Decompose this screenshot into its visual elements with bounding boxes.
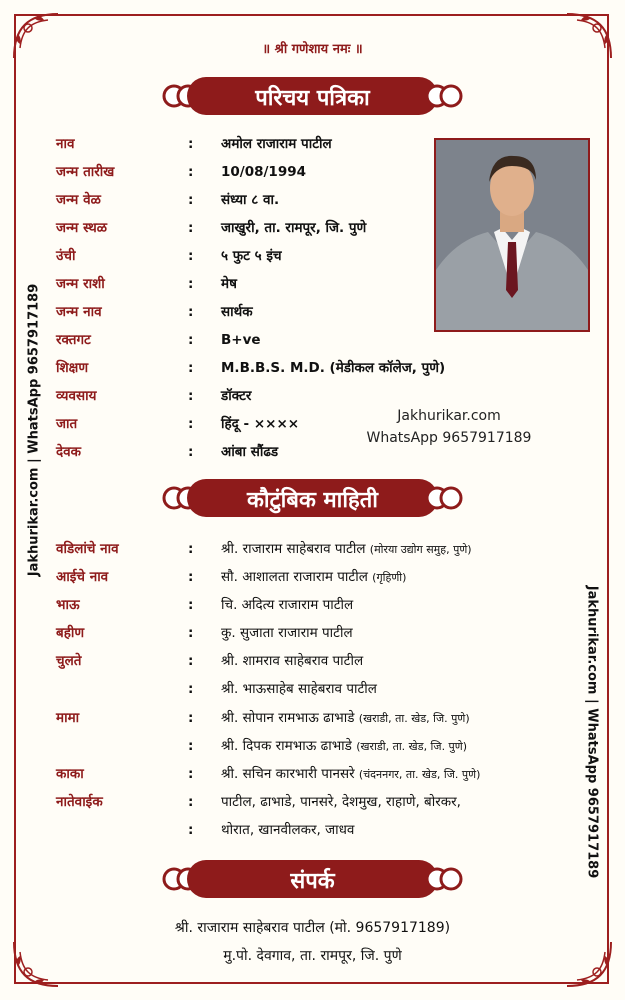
family-label: आईचे नाव [56, 569, 109, 585]
detail-label: जन्म तारीख [56, 164, 115, 180]
section-title: संपर्क [290, 869, 335, 894]
family-label: काका [56, 766, 84, 782]
family-label: चुलते [56, 653, 82, 669]
detail-label: जन्म वेळ [56, 192, 101, 208]
side-watermark-right: Jakhurikar.com | WhatsApp 9657917189 [584, 585, 600, 879]
detail-colon: : [188, 248, 194, 264]
detail-value: B+ve [221, 332, 261, 348]
family-colon: : [188, 569, 194, 585]
family-value: श्री. शामराव साहेबराव पाटील [221, 653, 364, 669]
family-colon: : [188, 653, 194, 669]
family-colon: : [188, 738, 194, 754]
detail-colon: : [188, 220, 194, 236]
family-label: नातेवाईक [56, 794, 103, 810]
family-row [56, 761, 586, 787]
family-colon: : [188, 541, 194, 557]
detail-value: जाखुरी, ता. रामपूर, जि. पुणे [221, 220, 367, 236]
family-label: मामा [56, 710, 80, 726]
detail-colon: : [188, 136, 194, 152]
detail-value: 10/08/1994 [221, 164, 307, 180]
detail-value: हिंदू - ×××× [221, 416, 300, 432]
section-title: परिचय पत्रिका [255, 86, 370, 111]
detail-row [56, 299, 436, 325]
detail-value: मेष [221, 276, 237, 292]
detail-row [56, 271, 436, 297]
detail-value: आंबा सौंढड [221, 444, 279, 460]
detail-value: संध्या ८ वा. [221, 192, 280, 208]
detail-value: ५ फुट ५ इंच [221, 248, 282, 264]
family-row [56, 817, 586, 843]
watermark-whatsapp: WhatsApp 9657917189 [366, 430, 532, 446]
family-value: पाटील, ढाभाडे, पानसरे, देशमुख, राहाणे, बोरकर, [221, 794, 461, 810]
detail-label: व्यवसाय [56, 388, 97, 404]
family-label: बहीण [56, 625, 85, 641]
detail-label: शिक्षण [56, 360, 89, 376]
detail-row [56, 383, 436, 409]
watermark-site: Jakhurikar.com [397, 408, 501, 424]
family-value: श्री. भाऊसाहेब साहेबराव पाटील [221, 681, 377, 697]
family-colon: : [188, 710, 194, 726]
family-label: भाऊ [56, 597, 80, 613]
detail-row [56, 215, 436, 241]
family-row [56, 620, 586, 646]
detail-label: रक्तगट [56, 332, 91, 348]
detail-label: देवक [56, 444, 82, 460]
family-banner [157, 479, 468, 517]
contact-banner [157, 860, 468, 898]
detail-value: अमोल राजाराम पाटील [221, 136, 332, 152]
family-colon: : [188, 681, 194, 697]
detail-colon: : [188, 388, 194, 404]
side-watermark-left: Jakhurikar.com | WhatsApp 9657917189 [26, 283, 42, 577]
detail-value: डॉक्टर [221, 388, 252, 404]
family-row [56, 789, 586, 815]
detail-label: नाव [56, 136, 75, 152]
family-row [56, 564, 586, 590]
detail-row [56, 159, 436, 185]
family-row [56, 705, 586, 731]
family-row [56, 648, 586, 674]
profile-photo [434, 138, 590, 332]
detail-label: जात [56, 416, 78, 432]
family-colon: : [188, 597, 194, 613]
family-value: श्री. राजाराम साहेबराव पाटील (मोरया उद्योग समुह, पुणे) [221, 541, 472, 557]
detail-colon: : [188, 276, 194, 292]
detail-value: सार्थक [221, 304, 253, 320]
family-value: थोरात, खानवीलकर, जाधव [221, 822, 355, 838]
detail-label: जन्म राशी [56, 276, 105, 292]
detail-row [56, 187, 436, 213]
family-colon: : [188, 766, 194, 782]
detail-colon: : [188, 332, 194, 348]
family-label: वडिलांचे नाव [56, 541, 119, 557]
contact-address: मु.पो. देवगाव, ता. रामपूर, जि. पुणे [223, 948, 402, 964]
family-value: सौ. आशालता राजाराम पाटील (गृहिणी) [221, 569, 407, 585]
family-row [56, 676, 586, 702]
invocation-text: ॥ श्री गणेशाय नमः ॥ [262, 42, 363, 57]
family-colon: : [188, 794, 194, 810]
family-row [56, 592, 586, 618]
corner-ornament-icon [557, 8, 617, 68]
family-value: श्री. सचिन कारभारी पानसरे (चंदननगर, ता. खेड, जि. पुणे) [221, 766, 481, 782]
family-row [56, 733, 586, 759]
family-row [56, 536, 586, 562]
detail-row [56, 243, 436, 269]
intro-banner [157, 77, 468, 115]
detail-label: उंची [56, 248, 76, 264]
detail-colon: : [188, 444, 194, 460]
detail-colon: : [188, 164, 194, 180]
detail-row [56, 355, 446, 381]
detail-colon: : [188, 416, 194, 432]
family-colon: : [188, 625, 194, 641]
contact-name-phone: श्री. राजाराम साहेबराव पाटील (मो. 9657917189) [174, 920, 451, 936]
detail-row [56, 131, 436, 157]
detail-label: जन्म स्थळ [56, 220, 107, 236]
detail-colon: : [188, 192, 194, 208]
detail-colon: : [188, 360, 194, 376]
detail-value: M.B.B.S. M.D. (मेडीकल कॉलेज, पुणे) [221, 360, 446, 376]
detail-colon: : [188, 304, 194, 320]
section-title: कौटुंबिक माहिती [247, 488, 378, 513]
family-value: श्री. दिपक रामभाऊ ढाभाडे (खराडी, ता. खेड, जि. पुणे) [221, 738, 468, 754]
family-colon: : [188, 822, 194, 838]
family-value: चि. अदित्य राजाराम पाटील [221, 597, 354, 613]
detail-label: जन्म नाव [56, 304, 102, 320]
corner-ornament-icon [8, 8, 68, 68]
family-value: श्री. सोपान रामभाऊ ढाभाडे (खराडी, ता. खेड, जि. पुणे) [221, 710, 470, 726]
detail-row [56, 327, 436, 353]
family-value: कु. सुजाता राजाराम पाटील [221, 625, 353, 641]
